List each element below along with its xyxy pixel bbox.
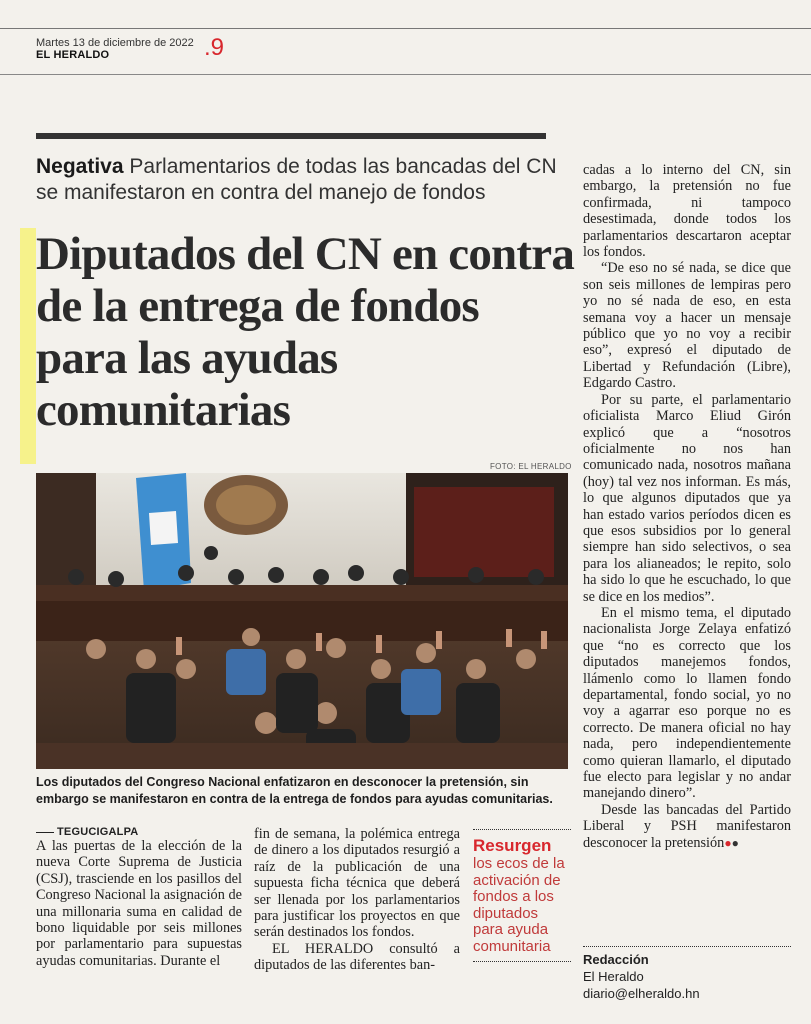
photo-caption: Los diputados del Congreso Nacional enfatizaron en desconocer la pretensión, sin embargo se manifestaron en contra de la entrega de fondos para ayudas comunitarias. (36, 775, 553, 806)
pull-quote-rule-bottom (473, 961, 571, 962)
dateline: TEGUCIGALPA (36, 826, 242, 838)
column-1 (36, 826, 242, 969)
congress-photo (36, 473, 568, 769)
byline (583, 946, 791, 1002)
highlighter-mark (20, 228, 36, 464)
byline-email: diario@elheraldo.hn (583, 986, 700, 1001)
headline: Diputados del CN en contra de la entrega de fondos para las ayudas comunitarias (36, 228, 575, 436)
pull-quote-word: Resurgen (473, 836, 552, 855)
photo-credit: FOTO: EL HERALDO (490, 462, 572, 471)
section-bar (36, 133, 546, 139)
top-rule (0, 28, 811, 29)
pull-quote-rule (473, 829, 571, 830)
kicker (36, 154, 566, 206)
col1-paragraph: A las puertas de la elección de la nueva Corte Suprema de Justicia (CSJ), trasciende en los pasillos del Congreso Nacional la asignación de una millonaria suma en calidad de bono liquidable por seis millones por parlamentario para supuestas ayudas comunitarias. Durante el (36, 838, 242, 969)
header-rule (0, 74, 811, 75)
publication-name: EL HERALDO (36, 49, 110, 61)
column-2 (254, 826, 460, 974)
end-mark-icon: ●● (724, 835, 739, 850)
col2-paragraph-1: fin de semana, la polémica entrega de dinero a los diputados resurgió a raíz de la publicación de una supuesta ficha técnica que deberá ser llenada por los parlamentarios para justificar los proyectos en que serán destinados los fondos. (254, 826, 460, 941)
col3-paragraph-1: cadas a lo interno del CN, sin embargo, la pretensión no fue confirmada, ni tampoco desestimada, donde todos los parlamentarios descartaron aceptar los fondos. (583, 162, 791, 261)
page-number: .9 (204, 34, 225, 61)
byline-rule (583, 946, 791, 947)
col3-paragraph-5: Desde las bancadas del Partido Liberal y PSH manifestaron desconocer la pretensión●● (583, 801, 791, 851)
pull-quote-text: los ecos de la activación de fondos a los diputados para ayuda comunitaria (473, 855, 565, 955)
byline-name: El Heraldo (583, 969, 644, 984)
pull-quote (473, 829, 571, 962)
col3-paragraph-4: En el mismo tema, el diputado nacionalista Jorge Zelaya enfatizó que “no es correcto que los diputados manejemos fondos, llámenlo como lo llamen fondo departamental, fondo social, yo no voy a agarrar eso porque no es correcto. De manera oficial no hay nada, pero independientemente como quieran llamarlo, el diputado fue electo para legislar y no andar manejando dinero”. (583, 604, 791, 802)
column-right (583, 162, 791, 851)
byline-label: Redacción (583, 952, 649, 967)
issue-date: Martes 13 de diciembre de 2022 (36, 37, 194, 49)
col2-paragraph-2: EL HERALDO consultó a diputados de las diferentes ban- (254, 940, 460, 974)
col3-paragraph-3: Por su parte, el parlamentario oficialista Marco Eliud Girón explicó que a “nosotros oficialmente no nos han comunicado nada, nosotros mañana (hoy) tal vez nos informan. Es más, lo que algunos diputados que ya han estado varios períodos dicen es que esos subsidios por lo general siempre han sido selectivos, o sea para los alianeados; le repito, solo ha sido lo que he escuchado, lo que se dice en los medios”. (583, 391, 791, 605)
kicker-label: Negativa (36, 155, 124, 178)
kicker-text: Parlamentarios de todas las bancadas del CN se manifestaron en contra del manejo de fondos (36, 155, 557, 204)
congress-chamber-image (36, 473, 568, 769)
col3-paragraph-2: “De eso no sé nada, se dice que son seis millones de lempiras pero yo no sé nada de eso, en esta semana voy a hacer un mensaje público que yo no voy a recibir eso”, expresó el diputado de Libertad y Refundación (Libre), Edgardo Castro. (583, 260, 791, 392)
